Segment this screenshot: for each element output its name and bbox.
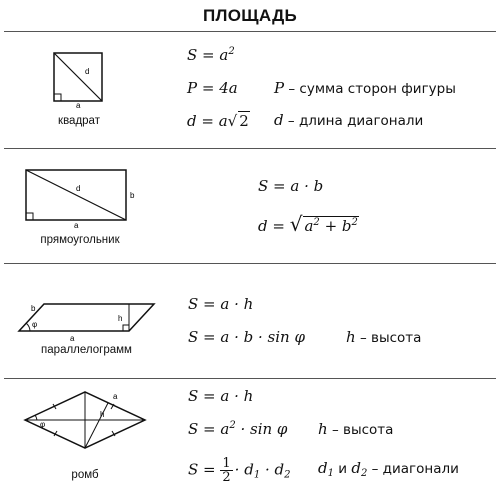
figure-label: ромб <box>71 469 99 481</box>
formula-area-diagonals: S = $\frac{1}{2}$ · $d_1 \cdot d_2$ <box>188 456 291 485</box>
formula-area: S = a · h <box>188 295 254 313</box>
formula-perimeter: P = 4a <box>187 79 238 97</box>
figure-label: прямоугольник <box>40 234 120 246</box>
diagonal-label: d <box>76 184 81 193</box>
section-parallelogram <box>0 264 500 378</box>
section-rhombus <box>0 379 500 499</box>
side-label: a <box>76 101 81 108</box>
perimeter-note: P – сумма сторон фигуры <box>274 79 456 97</box>
diagonal-note: d – длина диагонали <box>274 111 424 129</box>
section-rectangle <box>0 149 500 263</box>
formula-area: $S = a^2$ <box>187 46 235 64</box>
side-a-label: a <box>113 392 118 401</box>
side-b-label: b <box>130 191 135 200</box>
formula-area: S = a · h <box>188 387 254 405</box>
diagonal-label: d <box>85 67 90 76</box>
rectangle-diagram <box>20 167 140 229</box>
height-label: h <box>100 410 105 419</box>
angle-label: φ <box>40 420 46 429</box>
side-a-label: a <box>74 221 79 229</box>
page-title: ПЛОЩАДЬ <box>202 6 298 25</box>
angle-label: φ <box>32 320 38 329</box>
height-note: h – высота <box>346 328 422 346</box>
formula-diagonal: d = √ $a^2 + b^2$ <box>258 212 358 236</box>
formula-area: S = a · b <box>258 177 324 195</box>
figure-label: параллелограмм <box>41 344 132 356</box>
figure-label: квадрат <box>58 115 100 127</box>
height-note: h – высота <box>318 420 394 438</box>
formula-area-sin: S = a · b · sin φ <box>188 328 305 346</box>
parallelogram-diagram <box>14 296 159 344</box>
square-diagram <box>48 50 108 108</box>
formula-diagonal: d = a√ 2 <box>187 112 249 130</box>
diagonals-note: $d_1$ и $d_2$ – диагонали <box>318 459 459 479</box>
side-a-label: a <box>70 334 75 343</box>
rhombus-diagram <box>20 387 150 453</box>
formula-area-sin: $S = a^2 \cdot \sin \varphi$ <box>188 420 288 438</box>
side-b-label: b <box>31 304 36 313</box>
section-square <box>0 32 500 148</box>
height-label: h <box>118 314 123 323</box>
